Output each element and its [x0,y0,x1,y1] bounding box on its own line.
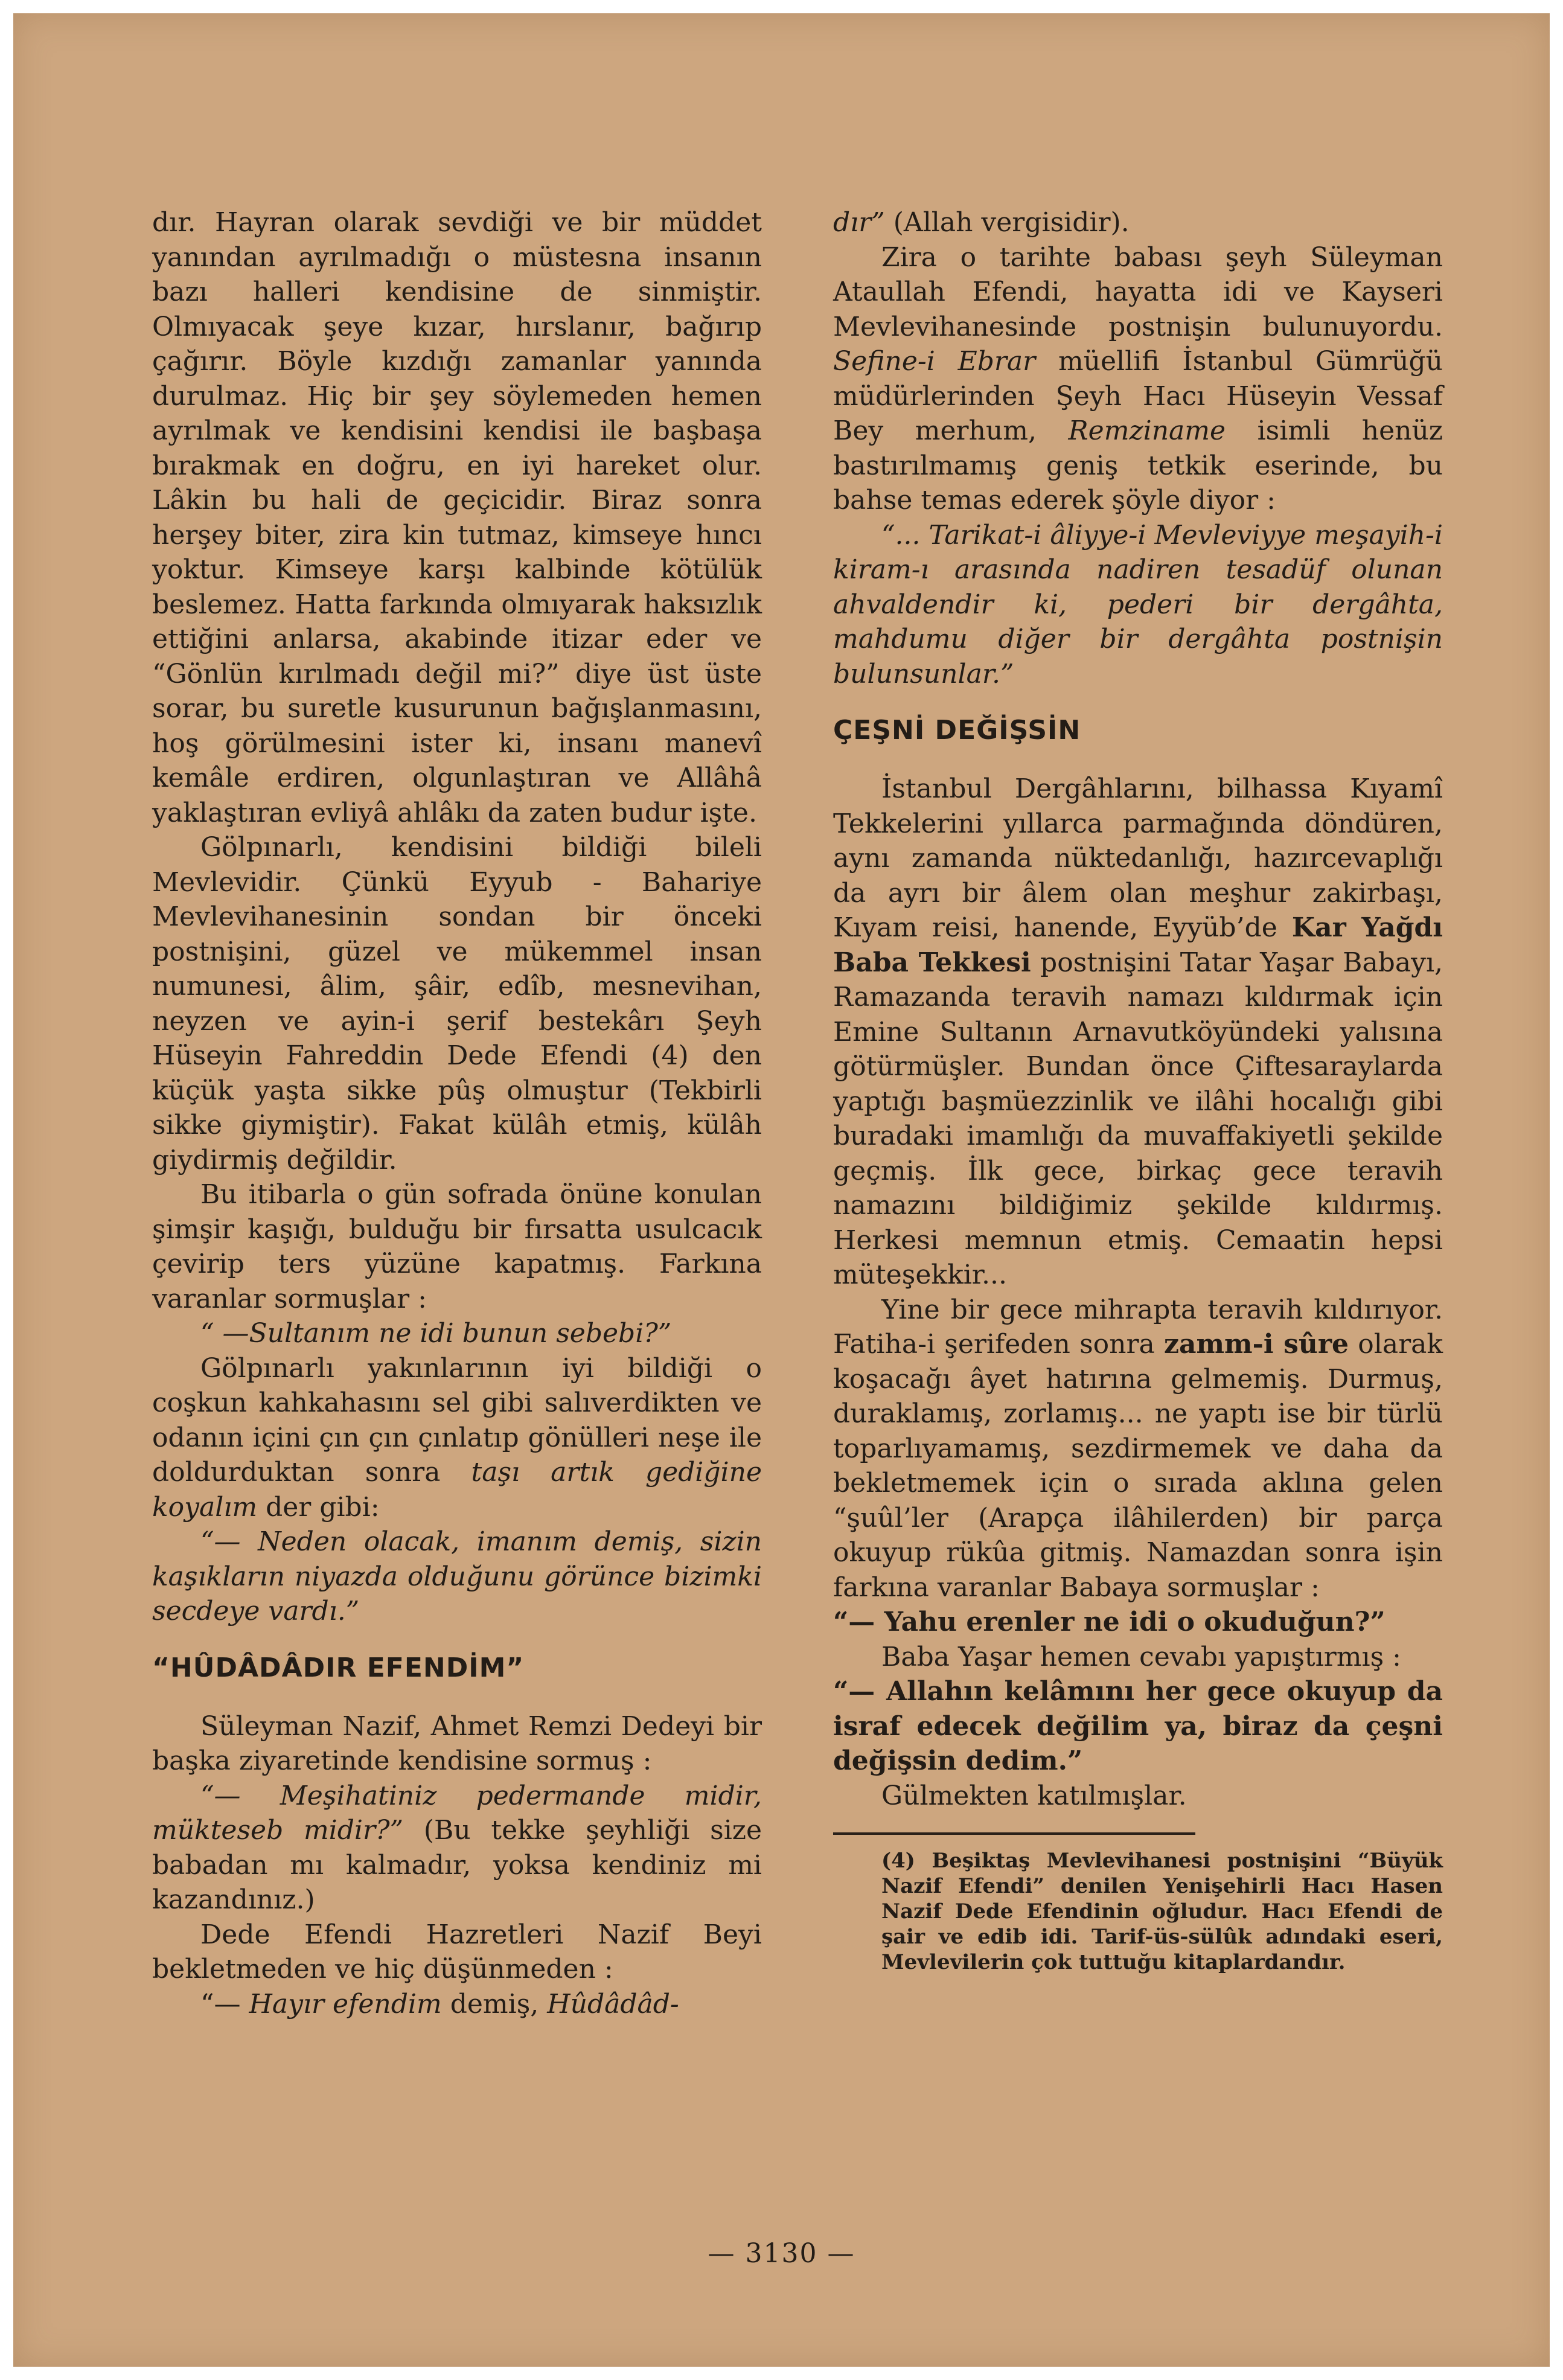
italic-run: taşı artık gediğine koyalım [152,1457,762,1523]
paragraph [833,240,1443,518]
page-number: — 3130 — [708,2238,855,2269]
footnote: (4) Beşiktaş Mevlevihanesi postnişini “Büyük Nazif Efendi” denilen Yenişehirli Hacı Hasen Nazif Dede Efendinin oğludur. Hacı Efendi de şair ve edib idi. Tarif-üs-sülûk adındaki eseri, Mevlevilerin çok tuttuğu kitaplardandır. [881,1849,1443,1974]
right-column [833,205,1443,1975]
italic-run: “— Meşihatiniz pedermande midir, mükteseb midir?” [152,1780,762,1846]
text-run: der gibi: [257,1491,380,1523]
paragraph [152,1351,762,1525]
italic-run: Hayır efendim [249,1988,442,2020]
text-run: “— [200,1988,249,2020]
footnote-divider [833,1832,1195,1835]
italic-run: Remziname [1068,415,1226,446]
text-run: (Bu tekke şeyhliği size babadan mı kalmadır, yoksa kendiniz mi kazandınız.) [152,1815,762,1915]
paragraph: Dede Efendi Hazretleri Nazif Beyi bekletmeden ve hiç düşünmeden : [152,1919,762,1985]
quote: “— Neden olacak, imanım demiş, sizin kaşıkların niyazda olduğunu görünce bizimki secdeye vardı.” [152,1526,762,1627]
bold-run: Kar Yağdı Baba Tekkesi [833,912,1443,978]
quote: “... Tarikat-i âliyye-i Mevleviyye meşayih-i kiram-ı arasında nadiren tesadüf olunan ahvaldendir ki, pederi bir dergâhta, mahdumu diğer bir dergâhta postnişin bulunsunlar.” [833,519,1443,689]
paragraph [152,1987,762,2022]
book-page [13,13,1550,2367]
paragraph [833,1293,1443,1605]
italic-run: Hûdâdâd- [547,1988,679,2020]
text-run: Yine bir gece mihrapta teravih kıldırıyor. Fatiha-i şerifeden sonra [833,1294,1443,1360]
paragraph [833,205,1443,240]
paragraph [152,1779,762,1918]
paragraph: dır. Hayran olarak sevdiği ve bir müddet yanından ayrılmadığı o müstesna insanın bazı halleri kendisine de sinmiştir. Olmıyacak şeye kızar, hırslanır, bağırıp çağırır. Böyle kızdığı zamanlar yanında durulmaz. Hiç bir şey söylemeden hemen ayrılmak ve kendisini kendisi ile başbaşa bırakmak en doğru, en iyi hareket olur. Lâkin bu hali de geçicidir. Biraz sonra herşey biter, zira kin tutmaz, kimseye hıncı yoktur. Kimseye karşı kalbinde kötülük beslemez. Hatta farkında olmıyarak haksızlık ettiğini anlarsa, akabinde itizar eder ve “Gönlün kırılmadı değil mi?” diye üst üste sorar, bu suretle kusurunun bağışlanmasını, hoş görülmesini ister ki, insanı manevî kemâle erdiren, olgunlaştıran ve Allâhâ yaklaştıran evliyâ ahlâkı da zaten budur işte. [152,207,762,828]
bold-quote: “— Yahu erenler ne idi o okuduğun?” [833,1607,1386,1637]
left-column [152,205,762,2021]
section-heading: ÇEŞNİ DEĞİŞSİN [833,715,1081,746]
bold-run: zamm-i sûre [1163,1329,1349,1360]
paragraph: Bu itibarla o gün sofrada önüne konulan şimşir kaşığı, bulduğu bir fırsatta usulcacık çevirip ters yüzüne kapatmış. Farkına varanlar sormuşlar : [152,1179,762,1314]
paragraph: Gölpınarlı, kendisini bildiği bileli Mevlevidir. Çünkü Eyyub - Bahariye Mevlevihanesinin sondan bir önceki postnişini, güzel ve mükemmel insan numunesi, âlim, şâir, edîb, mesnevihan, neyzen ve ayin-i şerif bestekârı Şeyh Hüseyin Fahreddin Dede Efendi (4) den küçük yaşta sikke pûş olmuştur (Tekbirli sikke giymiştir). Fakat külâh etmiş, külâh giydirmiş değildir. [152,832,762,1176]
text-run: Zira o tarihte babası şeyh Süleyman Ataullah Efendi, hayatta idi ve Kayseri Mevlevihanesinde postnişin bulunuyordu. [833,242,1443,342]
text-run: İstanbul Dergâhlarını, bilhassa Kıyamî Tekkelerini yıllarca parmağında döndüren, aynı zamanda nüktedanlığı, hazırcevaplığı da ayrı bir âlem olan meşhur zakirbaşı, Kıyam reisi, hanende, Eyyüb’de [833,773,1443,943]
quote: “ —Sultanım ne idi bunun sebebi?” [200,1318,672,1349]
italic-run: Sefine-i Ebrar [833,346,1036,377]
text-run: (Allah vergisidir). [884,207,1130,238]
text-run: olarak koşacağı âyet hatırına gelmemiş. Durmuş, duraklamış, zorlamış... ne yaptı ise bir türlü toparlıyamamış, sezdirmemek ve daha da bekletmemek için o sırada aklına gelen “şuûl’ler (Arapça ilâhilerden) bir parça okuyup rükûa gitmiş. Namazdan sonra işin farkına varanlar Babaya sormuşlar : [833,1329,1443,1603]
paragraph: Gülmekten katılmışlar. [881,1780,1187,1811]
italic-run: dır” [833,207,885,238]
text-run: isimli henüz bastırılmamış geniş tetkik eserinde, bu bahse temas ederek şöyle diyor : [833,415,1443,516]
text-run: postnişini Tatar Yaşar Babayı, Ramazanda teravih namazı kıldırmak için Emine Sultanın Arnavutköyündeki yalısına götürmüşler. Bundan önce Çiftesaraylarda yaptığı başmüezzinlik ve ilâhi hocalığı gibi buradaki imamlığı da muvaffakiyetli şekilde geçmiş. İlk gece, birkaç gece teravih namazını bildiğimiz şekilde kıldırmış. Herkesi memnun etmiş. Cemaatin hepsi müteşekkir... [833,947,1443,1290]
section-heading: “HÛDÂDÂDIR EFENDİM” [152,1652,525,1683]
text-run: demiş, [441,1988,548,2020]
paragraph [833,772,1443,1293]
bold-quote: “— Allahın kelâmını her gece okuyup da israf edecek değilim ya, biraz da çeşni değişsin dedim.” [833,1676,1443,1776]
text-run: Gölpınarlı yakınlarının iyi bildiği o coşkun kahkahasını sel gibi salıverdikten ve odanın içini çın çın çınlatıp gönülleri neşe ile doldurduktan sonra [152,1352,762,1488]
text-run: müellifi İstanbul Gümrüğü müdürlerinden Şeyh Hacı Hüseyin Vessaf Bey merhum, [833,346,1443,446]
paragraph: Süleyman Nazif, Ahmet Remzi Dedeyi bir başka ziyaretinde kendisine sormuş : [152,1710,762,1776]
paragraph: Baba Yaşar hemen cevabı yapıştırmış : [881,1641,1401,1672]
